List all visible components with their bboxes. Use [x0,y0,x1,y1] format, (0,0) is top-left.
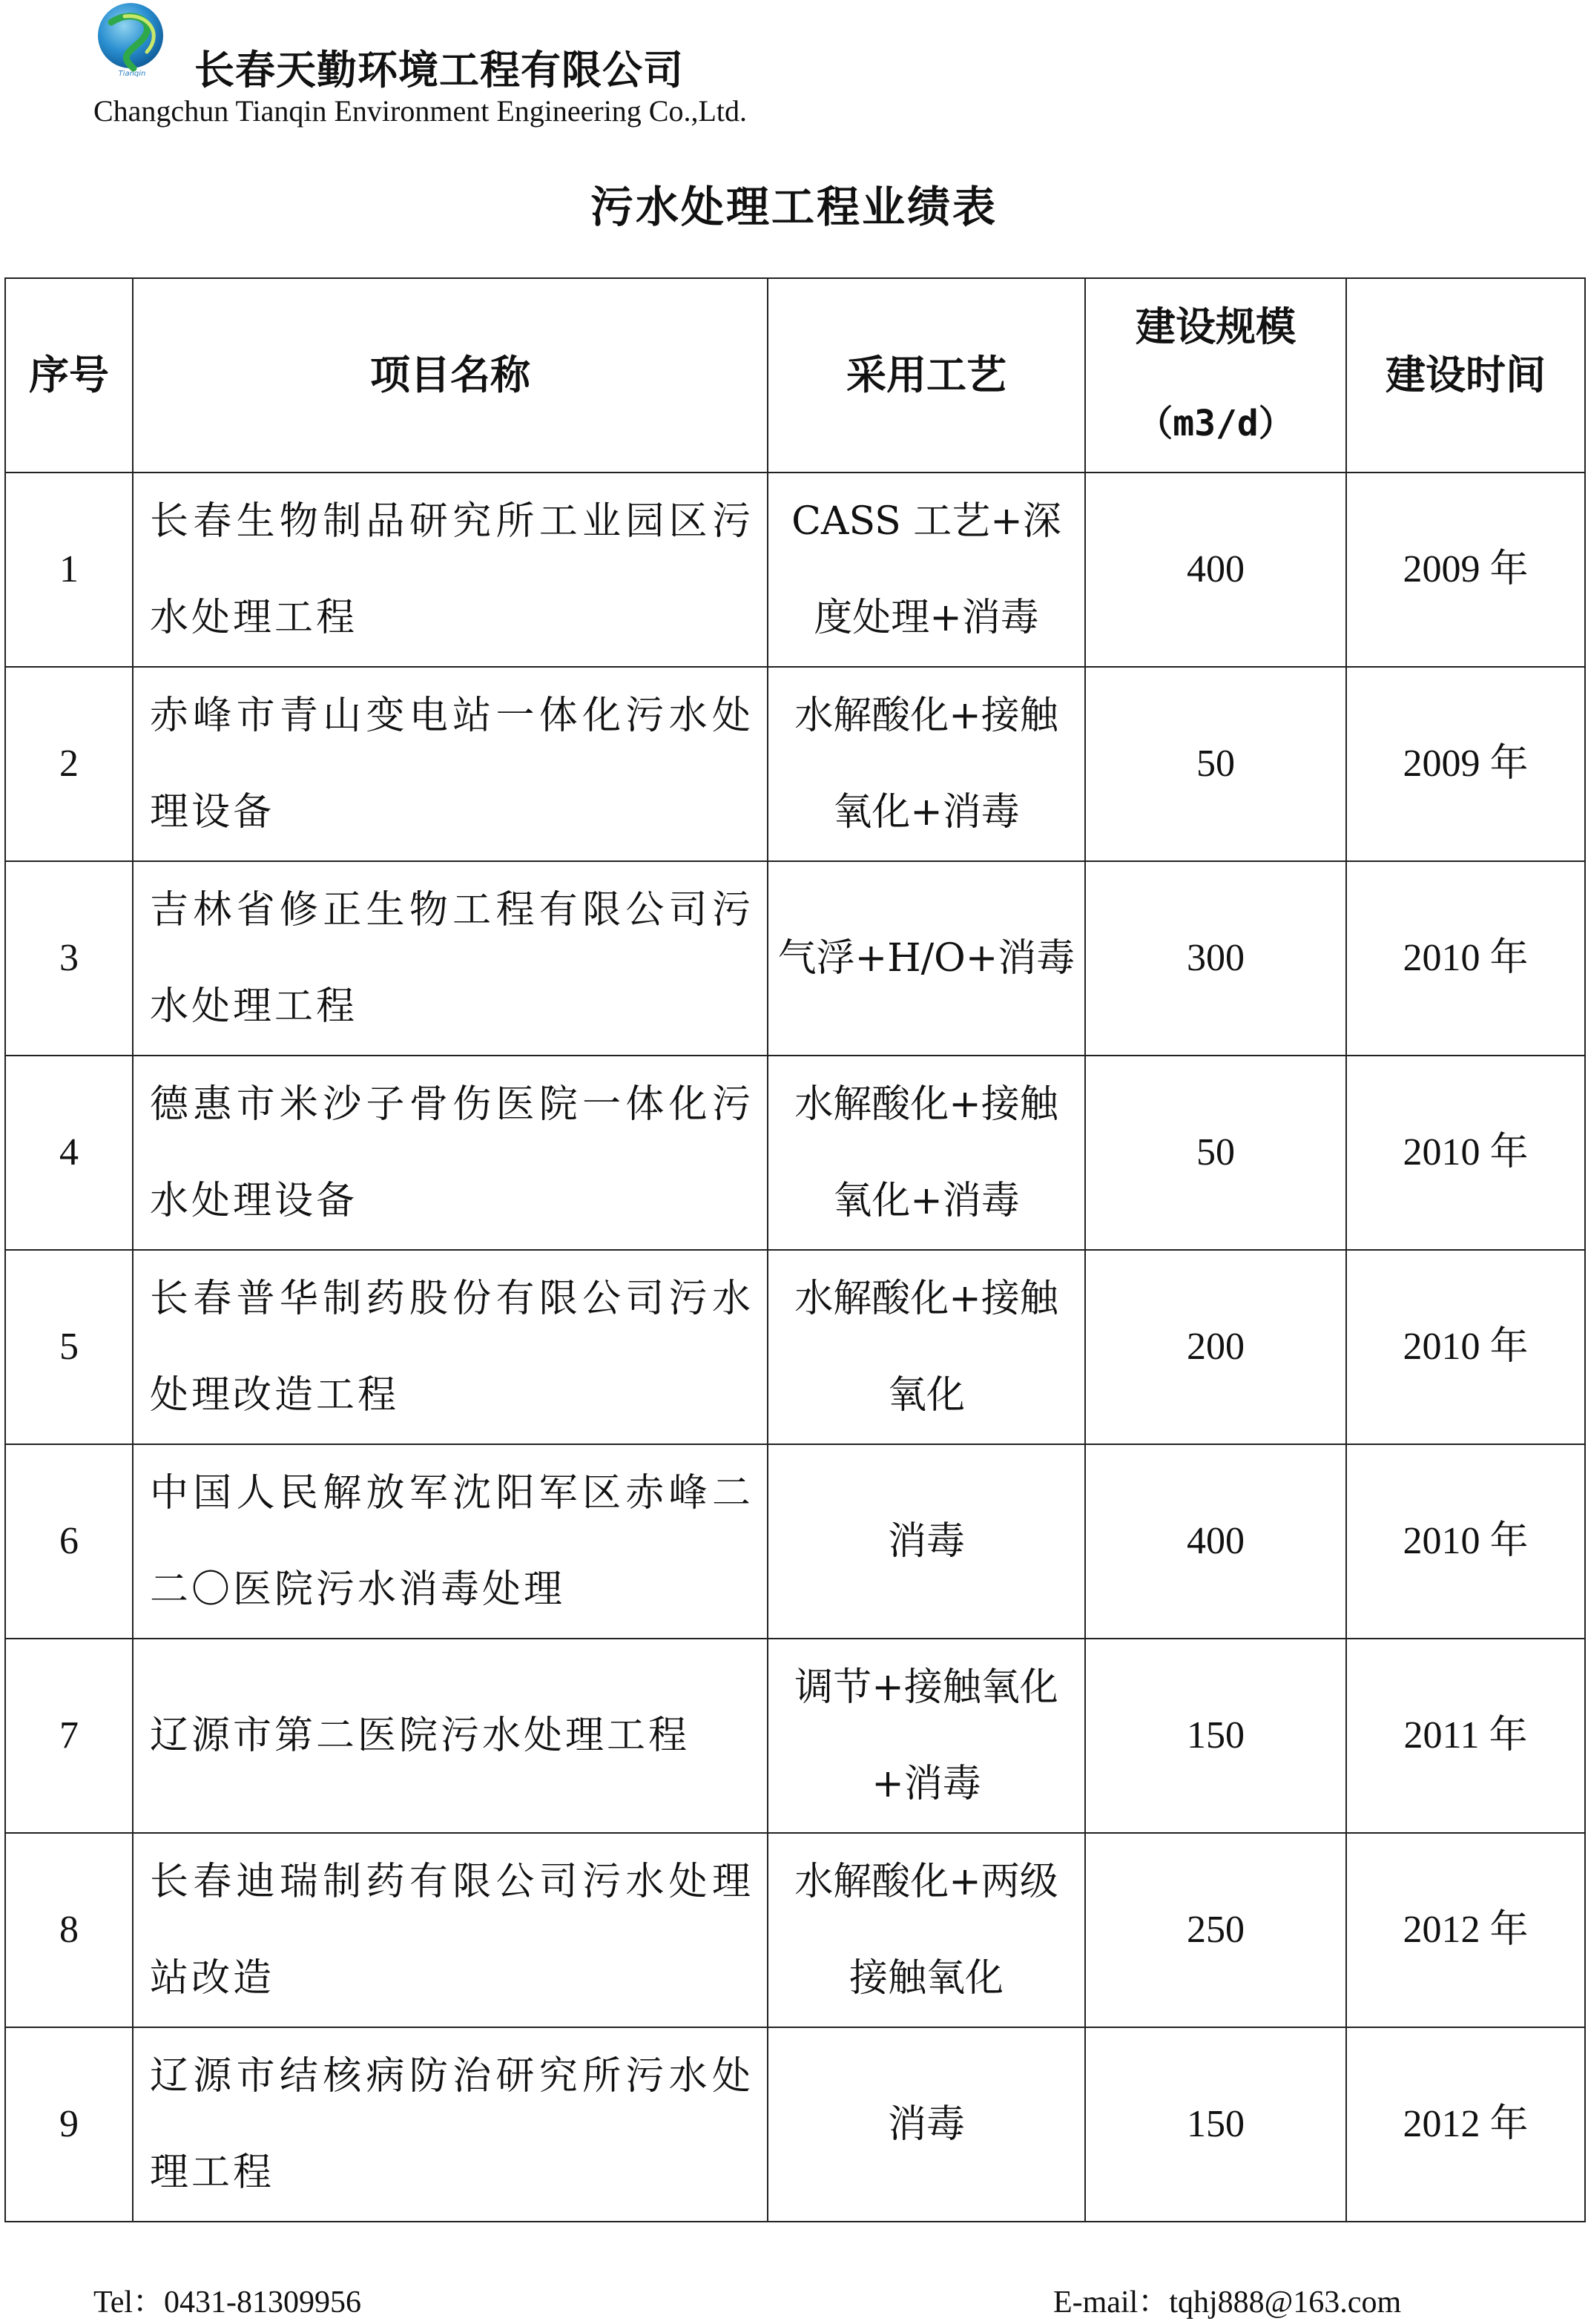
table-row [5,1056,1585,1250]
row-project-name: 辽源市第二医院污水处理工程 [133,1639,768,1833]
row-scale: 300 [1085,861,1346,1056]
row-process: 水解酸化+接触氧化+消毒 [768,667,1085,861]
table-row [5,861,1585,1056]
row-process: 调节+接触氧化+消毒 [768,1639,1085,1833]
logo-text: Tianqin [118,70,146,78]
row-num: 2 [5,667,133,861]
table-row [5,667,1585,861]
row-num: 1 [5,473,133,667]
letterhead [0,0,1588,141]
row-year: 2009 年 [1346,473,1585,667]
row-scale: 400 [1085,1444,1346,1639]
row-num: 4 [5,1056,133,1250]
row-project-name: 吉林省修正生物工程有限公司污水处理工程 [133,861,768,1056]
row-scale: 50 [1085,1056,1346,1250]
footer-email: E-mail：tqhj888@163.com [1053,2285,1402,2320]
row-year: 2011 年 [1346,1639,1585,1833]
row-project-name: 赤峰市青山变电站一体化污水处理设备 [133,667,768,861]
row-scale: 150 [1085,2027,1346,2222]
row-scale: 250 [1085,1833,1346,2027]
row-year: 2012 年 [1346,2027,1585,2222]
row-num: 9 [5,2027,133,2222]
row-scale: 150 [1085,1639,1346,1833]
row-year: 2010 年 [1346,861,1585,1056]
row-num: 8 [5,1833,133,2027]
row-process: 水解酸化+接触氧化+消毒 [768,1056,1085,1250]
row-process: 消毒 [768,1444,1085,1639]
row-scale: 200 [1085,1250,1346,1444]
row-process: 消毒 [768,2027,1085,2222]
page-title: 污水处理工程业绩表 [590,182,998,232]
row-year: 2010 年 [1346,1056,1585,1250]
row-year: 2012 年 [1346,1833,1585,2027]
row-process: 水解酸化+两级接触氧化 [768,1833,1085,2027]
row-project-name: 长春生物制品研究所工业园区污水处理工程 [133,473,768,667]
table-row [5,1444,1585,1639]
row-year: 2010 年 [1346,1250,1585,1444]
row-project-name: 辽源市结核病防治研究所污水处理工程 [133,2027,768,2222]
header-num: 序号 [5,278,133,473]
row-year: 2009 年 [1346,667,1585,861]
row-num: 3 [5,861,133,1056]
row-project-name: 长春迪瑞制药有限公司污水处理站改造 [133,1833,768,2027]
header-scale-unit: （m3/d） [1137,403,1294,444]
row-process: CASS 工艺+深度处理+消毒 [768,473,1085,667]
table-row [5,2027,1585,2222]
row-project-name: 长春普华制药股份有限公司污水处理改造工程 [133,1250,768,1444]
row-num: 7 [5,1639,133,1833]
header-scale-label: 建设规模 [1136,303,1296,350]
footer-tel: Tel：0431-81309956 [93,2285,362,2320]
company-name-cn: 长春天勤环境工程有限公司 [194,47,684,93]
row-project-name: 德惠市米沙子骨伤医院一体化污水处理设备 [133,1056,768,1250]
header-name: 项目名称 [133,278,768,473]
row-process: 气浮+H/O+消毒 [768,861,1085,1056]
table-row [5,1250,1585,1444]
table-row [5,1639,1585,1833]
company-logo [89,0,175,79]
row-scale: 400 [1085,473,1346,667]
header-scale [1085,278,1346,473]
row-year: 2010 年 [1346,1444,1585,1639]
row-scale: 50 [1085,667,1346,861]
row-num: 5 [5,1250,133,1444]
table-header-row [5,278,1585,473]
row-process: 水解酸化+接触氧化 [768,1250,1085,1444]
performance-table [4,277,1586,2222]
row-project-name: 中国人民解放军沈阳军区赤峰二二〇医院污水消毒处理 [133,1444,768,1639]
table-row [5,473,1585,667]
table-row [5,1833,1585,2027]
row-num: 6 [5,1444,133,1639]
company-name-en: Changchun Tianqin Environment Engineering Co.,Ltd. [93,94,748,128]
header-year: 建设时间 [1346,278,1585,473]
header-process: 采用工艺 [768,278,1085,473]
